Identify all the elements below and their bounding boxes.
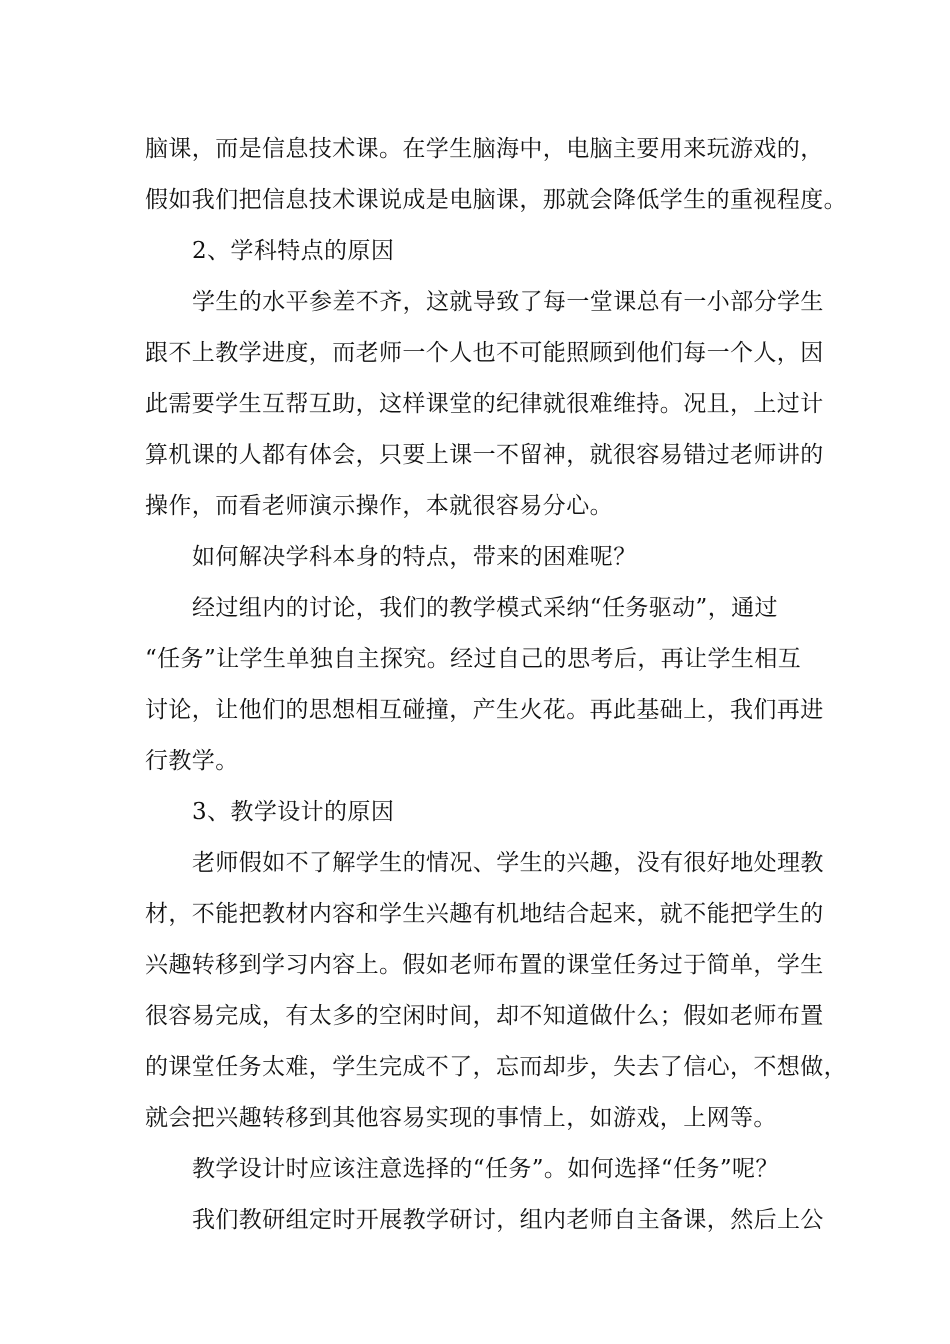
section-heading: 3、教学设计的原因 bbox=[192, 799, 395, 825]
paragraph-line: 学生的水平参差不齐，这就导致了每一堂课总有一小部分学生 bbox=[192, 289, 824, 315]
paragraph-line: 行教学。 bbox=[145, 748, 239, 774]
section-heading: 2、学科特点的原因 bbox=[192, 238, 395, 264]
paragraph-line: 跟不上教学进度，而老师一个人也不可能照顾到他们每一个人，因 bbox=[145, 340, 824, 366]
paragraph-line: 如何解决学科本身的特点，带来的困难呢？ bbox=[192, 544, 637, 570]
paragraph-line: 材，不能把教材内容和学生兴趣有机地结合起来，就不能把学生的 bbox=[145, 901, 824, 927]
paragraph-line: 的课堂任务太难，学生完成不了，忘而却步，失去了信心，不想做， bbox=[145, 1054, 847, 1080]
paragraph-line: 经过组内的讨论，我们的教学模式采纳“任务驱动”，通过 bbox=[192, 595, 778, 621]
paragraph-line: 教学设计时应该注意选择的“任务”。如何选择“任务”呢？ bbox=[192, 1156, 779, 1182]
paragraph-line: 讨论，让他们的思想相互碰撞，产生火花。再此基础上，我们再进 bbox=[145, 697, 824, 723]
paragraph-line: 此需要学生互帮互助，这样课堂的纪律就很难维持。况且，上过计 bbox=[145, 391, 824, 417]
paragraph-line: 很容易完成，有太多的空闲时间，却不知道做什么；假如老师布置 bbox=[145, 1003, 824, 1029]
paragraph-line: 老师假如不了解学生的情况、学生的兴趣，没有很好地处理教 bbox=[192, 850, 824, 876]
paragraph-line: 脑课，而是信息技术课。在学生脑海中，电脑主要用来玩游戏的， bbox=[145, 136, 824, 162]
paragraph-line: 假如我们把信息技术课说成是电脑课，那就会降低学生的重视程度。 bbox=[145, 187, 847, 213]
paragraph-line: 就会把兴趣转移到其他容易实现的事情上，如游戏，上网等。 bbox=[145, 1105, 777, 1131]
paragraph-line: 我们教研组定时开展教学研讨，组内老师自主备课，然后上公 bbox=[192, 1207, 824, 1233]
paragraph-line: “任务”让学生单独自主探究。经过自己的思考后，再让学生相互 bbox=[145, 646, 802, 672]
paragraph-line: 算机课的人都有体会，只要上课一不留神，就很容易错过老师讲的 bbox=[145, 442, 824, 468]
paragraph-line: 兴趣转移到学习内容上。假如老师布置的课堂任务过于简单，学生 bbox=[145, 952, 824, 978]
paragraph-line: 操作，而看老师演示操作，本就很容易分心。 bbox=[145, 493, 613, 519]
